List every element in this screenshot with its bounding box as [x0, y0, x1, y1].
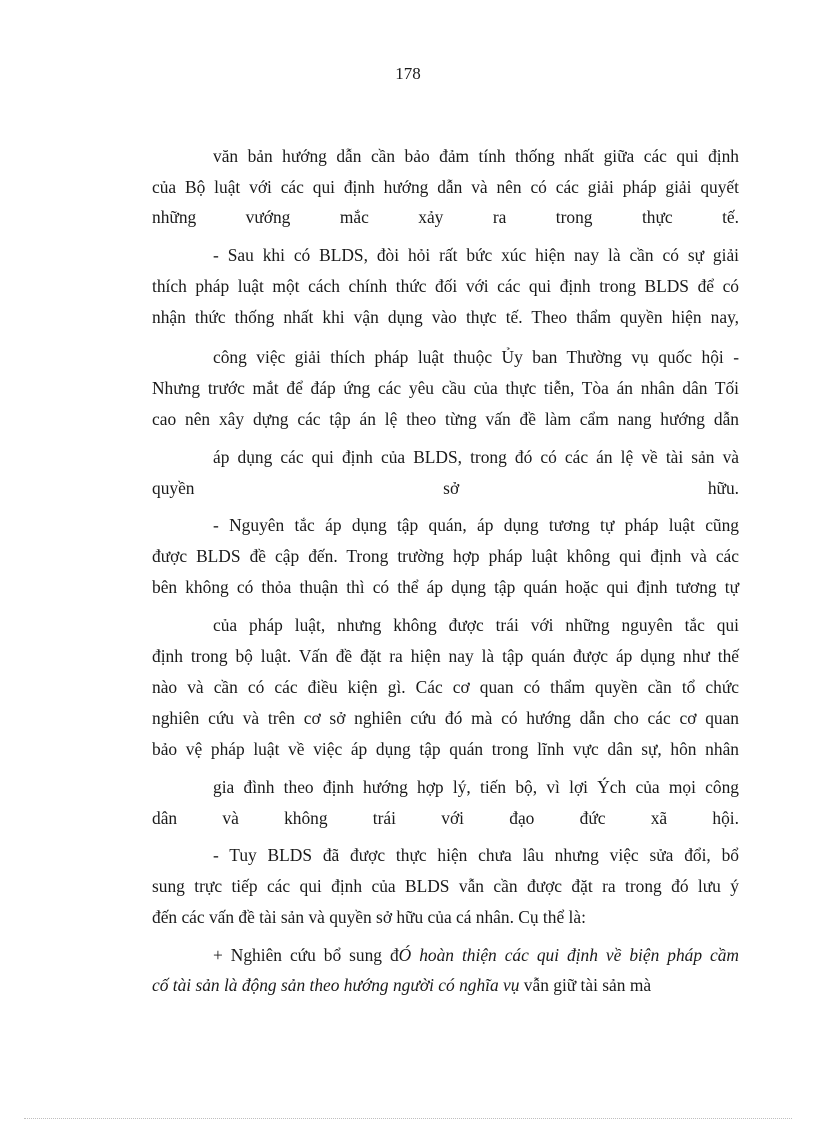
text-line: đến các vấn đề tài sản và quyền sở hữu của cá nhân. Cụ thể là: — [152, 907, 586, 927]
text-run: vẫn giữ tài sản mà — [519, 975, 652, 995]
text-line: được BLDS đề cập đến. Trong trường hợp pháp luật không qui định và các — [152, 546, 739, 566]
text-line: gia đình theo định hướng hợp lý, tiến bộ, vì lợi Ých của mọi công — [213, 777, 739, 797]
text-line: của pháp luật, nhưng không được trái với những nguyên tắc qui — [213, 615, 739, 635]
text-line: - Sau khi có BLDS, đòi hỏi rất bức xúc hiện nay là cần có sự giải — [213, 245, 739, 265]
text-line: sung trực tiếp các qui định của BLDS vẫn cần được đặt ra trong đó lưu ý — [152, 876, 739, 896]
text-line: bảo vệ pháp luật về việc áp dụng tập quán trong lĩnh vực dân sự, hôn nhân — [152, 739, 739, 759]
text-line: những vướng mắc xảy ra trong thực tế. — [152, 207, 739, 227]
text-line-mixed — [213, 944, 739, 966]
text-line: định trong bộ luật. Vấn đề đặt ra hiện nay là tập quán được áp dụng như thế — [152, 646, 739, 666]
text-line: của Bộ luật với các qui định hướng dẫn và nên có các giải pháp giải quyết — [152, 177, 739, 197]
text-line: - Tuy BLDS đã được thực hiện chưa lâu nhưng việc sửa đổi, bổ — [213, 845, 739, 865]
italic-text-run: cố tài sản là động sản theo hướng người có nghĩa vụ — [152, 975, 520, 995]
text-run: + Nghiên cứu bổ sung đ — [213, 945, 399, 965]
text-line: nhận thức thống nhất khi vận dụng vào thực tế. Theo thẩm quyền hiện nay, — [152, 307, 739, 327]
text-line-mixed — [152, 974, 739, 996]
text-line: cao nên xây dựng các tập án lệ theo từng vấn đề làm cẩm nang hướng dẫn — [152, 409, 739, 429]
text-line: công việc giải thích pháp luật thuộc Ủy ban Thường vụ quốc hội - — [213, 347, 739, 367]
text-line: áp dụng các qui định của BLDS, trong đó có các án lệ về tài sản và — [213, 447, 739, 467]
text-line: nào và cần có các điều kiện gì. Các cơ quan có thẩm quyền cần tổ chức — [152, 677, 739, 697]
text-line: bên không có thỏa thuận thì có thể áp dụng tập quán hoặc qui định tương tự — [152, 577, 739, 597]
text-line: quyền sở hữu. — [152, 478, 739, 498]
italic-text-run: Ó hoàn thiện các qui định về biện pháp cầm — [398, 945, 739, 965]
text-line: dân và không trái với đạo đức xã hội. — [152, 808, 739, 828]
text-line: văn bản hướng dẫn cần bảo đảm tính thống nhất giữa các qui định — [213, 146, 739, 166]
page-number: 178 — [395, 64, 421, 83]
text-line: nghiên cứu và trên cơ sở nghiên cứu đó mà có hướng dẫn cho các cơ quan — [152, 708, 739, 728]
page-bottom-divider — [24, 1118, 792, 1119]
text-line: - Nguyên tắc áp dụng tập quán, áp dụng tương tự pháp luật cũng — [213, 515, 739, 535]
text-line: Nhưng trước mắt để đáp ứng các yêu cầu của thực tiễn, Tòa án nhân dân Tối — [152, 378, 739, 398]
text-line: thích pháp luật một cách chính thức đối với các qui định trong BLDS để có — [152, 276, 739, 296]
